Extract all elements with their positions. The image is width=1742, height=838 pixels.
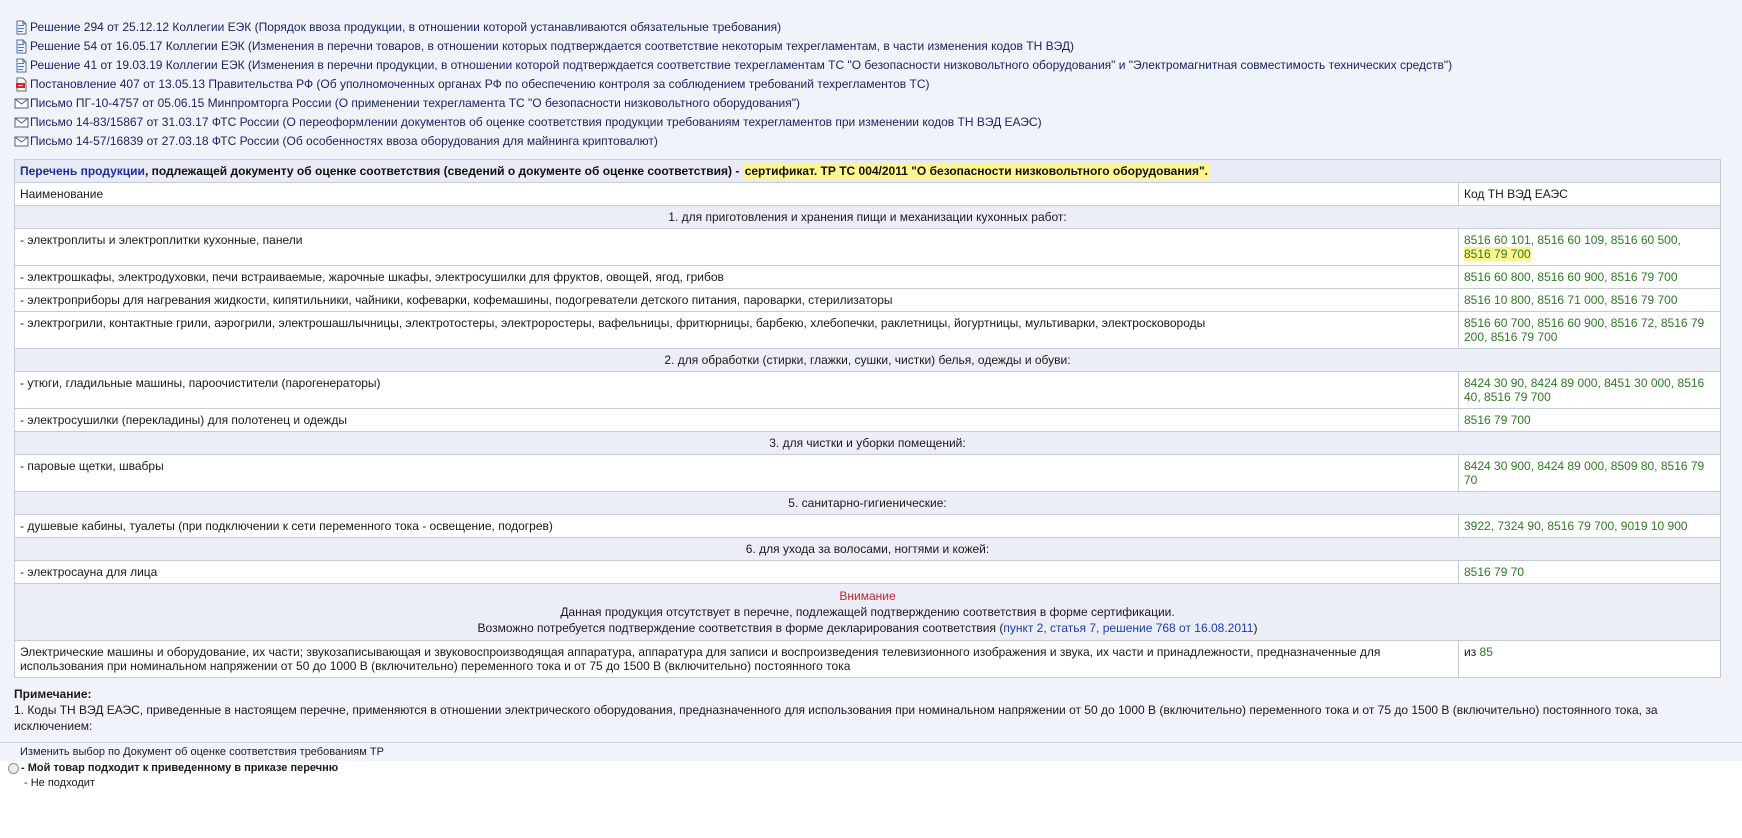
- note-section: [14, 686, 1728, 734]
- column-header-name: Наименование: [15, 183, 1459, 206]
- table-row: [15, 515, 1721, 538]
- product-code-link[interactable]: 85: [1479, 645, 1493, 659]
- attention-title: Внимание: [839, 589, 896, 603]
- document-icon: [14, 58, 29, 73]
- attention-notice: [15, 584, 1721, 641]
- code-prefix: из: [1464, 645, 1480, 659]
- column-header-row: [15, 183, 1721, 206]
- document-link-pg-10-4757[interactable]: [14, 94, 1728, 113]
- attention-text: Возможно потребуется подтверждение соответствия в форме декларирования соответствия (: [477, 621, 1004, 635]
- product-code-links[interactable]: 8516 60 101, 8516 60 109, 8516 60 500,: [1464, 233, 1681, 247]
- selection-panel: [0, 742, 1742, 791]
- category-label: 5. санитарно-гигиенические:: [15, 492, 1721, 515]
- option-suitable[interactable]: [0, 761, 1742, 776]
- category-row: [15, 206, 1721, 229]
- product-codes: [1459, 455, 1721, 492]
- option-suitable-label[interactable]: - Мой товар подходит к приведенному в приказе перечню: [21, 762, 339, 774]
- document-link-text: Решение 54 от 16.05.17 Коллегии ЕЭК (Изменения в перечни товаров, в отношении которых подтверждается соответствие некоторым техрегламентам, в части изменения кодов ТН ВЭД): [30, 39, 1074, 53]
- product-codes: [1459, 266, 1721, 289]
- attention-text-end: ): [1253, 621, 1258, 635]
- category-row: [15, 538, 1721, 561]
- document-icon: [14, 20, 29, 35]
- radio-icon[interactable]: [8, 763, 19, 774]
- selection-options: [0, 761, 1742, 791]
- document-link-text: Письмо ПГ-10-4757 от 05.06.15 Минпромторга России (О применении техрегламента ТС "О безопасности низковольтного оборудования"): [30, 96, 800, 110]
- note-text: 1. Коды ТН ВЭД ЕАЭС, приведенные в настоящем перечне, применяются в отношении электрического оборудования, предназначенного для использования при номинальном напряжении от 50 до 1000 В (включительно) переменного тока и от 75 до 1500 В (включительно) постоянного тока, за исключением:: [14, 703, 1658, 733]
- product-codes: [1459, 641, 1721, 678]
- product-name: - электроприборы для нагревания жидкости, кипятильники, чайники, кофеварки, кофемашины, подогреватели детского питания, пароварки, стерилизаторы: [15, 289, 1459, 312]
- table-row: [15, 229, 1721, 266]
- product-code-links[interactable]: 8424 30 90, 8424 89 000, 8451 30 000, 8516 40, 8516 79 700: [1464, 376, 1705, 404]
- product-codes: [1459, 289, 1721, 312]
- category-label: 6. для ухода за волосами, ногтями и кожей:: [15, 538, 1721, 561]
- document-link-text: Письмо 14-57/16839 от 27.03.18 ФТС России (Об особенностях ввоза оборудования для майнинга криптовалют): [30, 134, 658, 148]
- product-name: - электросауна для лица: [15, 561, 1459, 584]
- product-name: - электрогрили, контактные грили, аэрогрили, электрошашлычницы, электротостеры, электроростеры, вафельницы, фритюрницы, барбекю, хлебопечки, раклетницы, йогуртницы, мультиварки, электросковороды: [15, 312, 1459, 349]
- table-title-text: , подлежащей документу об оценке соответствия (сведений о документе об оценке соответствия) -: [144, 164, 743, 178]
- product-codes: [1459, 515, 1721, 538]
- selection-title: Изменить выбор по Документ об оценке соответствия требованиям ТР: [0, 742, 1742, 761]
- attention-line-2: [20, 620, 1715, 636]
- product-code-links[interactable]: 8516 10 800, 8516 71 000, 8516 79 700: [1464, 293, 1678, 307]
- product-code-links[interactable]: 8516 60 800, 8516 60 900, 8516 79 700: [1464, 270, 1678, 284]
- document-link-text: Письмо 14-83/15867 от 31.03.17 ФТС России (О переоформлении документов об оценке соответствия продукции требованиям техрегламентов при изменении кодов ТН ВЭД ЕАЭС): [30, 115, 1042, 129]
- product-code-links[interactable]: 8516 60 700, 8516 60 900, 8516 72, 8516 79 200, 8516 79 700: [1464, 316, 1705, 344]
- document-link-407[interactable]: [14, 75, 1728, 94]
- product-codes: [1459, 312, 1721, 349]
- attention-line-1: Данная продукция отсутствует в перечне, подлежащей подтверждению соответствия в форме сертификации.: [560, 605, 1175, 619]
- table-row: [15, 289, 1721, 312]
- product-name: - паровые щетки, швабры: [15, 455, 1459, 492]
- table-row: [15, 266, 1721, 289]
- document-link-text: Постановление 407 от 13.05.13 Правительства РФ (Об уполномоченных органах РФ по обеспечению контроля за соблюдением требований техрегламентов ТС): [30, 77, 930, 91]
- certificate-highlight: сертификат. ТР ТС 004/2011 "О безопасности низковольтного оборудования".: [744, 164, 1208, 178]
- document-link-text: Решение 41 от 19.03.19 Коллегии ЕЭК (Изменения в перечни продукции, в отношении которой подтверждается соответствие техрегламентам ТС "О безопасности низковольтного оборудования" и "Электромагнитная совместимость технических средств"): [30, 58, 1453, 72]
- attention-row: [15, 584, 1721, 641]
- product-codes: [1459, 409, 1721, 432]
- product-codes: [1459, 561, 1721, 584]
- document-link-14-83[interactable]: [14, 113, 1728, 132]
- product-code-links[interactable]: 8516 79 700: [1464, 413, 1531, 427]
- product-code-links[interactable]: 3922, 7324 90, 8516 79 700, 9019 10 900: [1464, 519, 1688, 533]
- document-link-294[interactable]: [14, 18, 1728, 37]
- table-row: [15, 372, 1721, 409]
- table-row: [15, 312, 1721, 349]
- table-title: [15, 160, 1721, 183]
- column-header-code: Код ТН ВЭД ЕАЭС: [1459, 183, 1721, 206]
- product-code-links[interactable]: 8424 30 900, 8424 89 000, 8509 80, 8516 79 70: [1464, 459, 1705, 487]
- table-row: [15, 561, 1721, 584]
- product-code-links[interactable]: 8516 79 70: [1464, 565, 1525, 579]
- option-not-suitable[interactable]: [0, 776, 1742, 791]
- table-row: [15, 409, 1721, 432]
- document-link-text: Решение 294 от 25.12.12 Коллегии ЕЭК (Порядок ввоза продукции, в отношении которой устанавливаются обязательные требования): [30, 20, 782, 34]
- product-code-highlighted[interactable]: 8516 79 700: [1464, 247, 1531, 261]
- product-list-link[interactable]: Перечень продукции: [20, 164, 145, 178]
- product-name: - электроплиты и электроплитки кухонные, панели: [15, 229, 1459, 266]
- document-icon: [14, 39, 29, 54]
- envelope-icon: [14, 115, 29, 130]
- product-name: - электросушилки (перекладины) для полотенец и одежды: [15, 409, 1459, 432]
- category-row: [15, 349, 1721, 372]
- document-link-41[interactable]: [14, 56, 1728, 75]
- category-label: 1. для приготовления и хранения пищи и механизации кухонных работ:: [15, 206, 1721, 229]
- product-name: - электрошкафы, электродуховки, печи встраиваемые, жарочные шкафы, электросушилки для фруктов, овощей, ягод, грибов: [15, 266, 1459, 289]
- product-list-table: [14, 159, 1721, 678]
- envelope-icon: [14, 96, 29, 111]
- option-not-suitable-label[interactable]: - Не подходит: [24, 777, 95, 789]
- category-row: [15, 492, 1721, 515]
- category-label: 2. для обработки (стирки, глажки, сушки, чистки) белья, одежды и обуви:: [15, 349, 1721, 372]
- pdf-document-icon: [14, 77, 29, 92]
- decision-768-link[interactable]: пункт 2, статья 7, решение 768 от 16.08.2011: [1003, 621, 1254, 635]
- note-title: Примечание:: [14, 687, 92, 701]
- document-list: [14, 18, 1728, 151]
- document-link-14-57[interactable]: [14, 132, 1728, 151]
- product-codes: [1459, 372, 1721, 409]
- table-title-row: [15, 160, 1721, 183]
- category-label: 3. для чистки и уборки помещений:: [15, 432, 1721, 455]
- product-name: - утюги, гладильные машины, пароочистители (парогенераторы): [15, 372, 1459, 409]
- document-link-54[interactable]: [14, 37, 1728, 56]
- category-row: [15, 432, 1721, 455]
- table-row: [15, 641, 1721, 678]
- product-codes: [1459, 229, 1721, 266]
- product-name: - душевые кабины, туалеты (при подключении к сети переменного тока - освещение, подогрев): [15, 515, 1459, 538]
- table-row: [15, 455, 1721, 492]
- product-name: Электрические машины и оборудование, их части; звукозаписывающая и звуковоспроизводящая аппаратура, аппаратура для записи и воспроизведения телевизионного изображения и звука, их части и принадлежности, предназначенные для использования при номинальном напряжении от 50 до 1000 В (включительно) переменного тока и от 75 до 1500 В (включительно) постоянного тока: [15, 641, 1459, 678]
- envelope-icon: [14, 134, 29, 149]
